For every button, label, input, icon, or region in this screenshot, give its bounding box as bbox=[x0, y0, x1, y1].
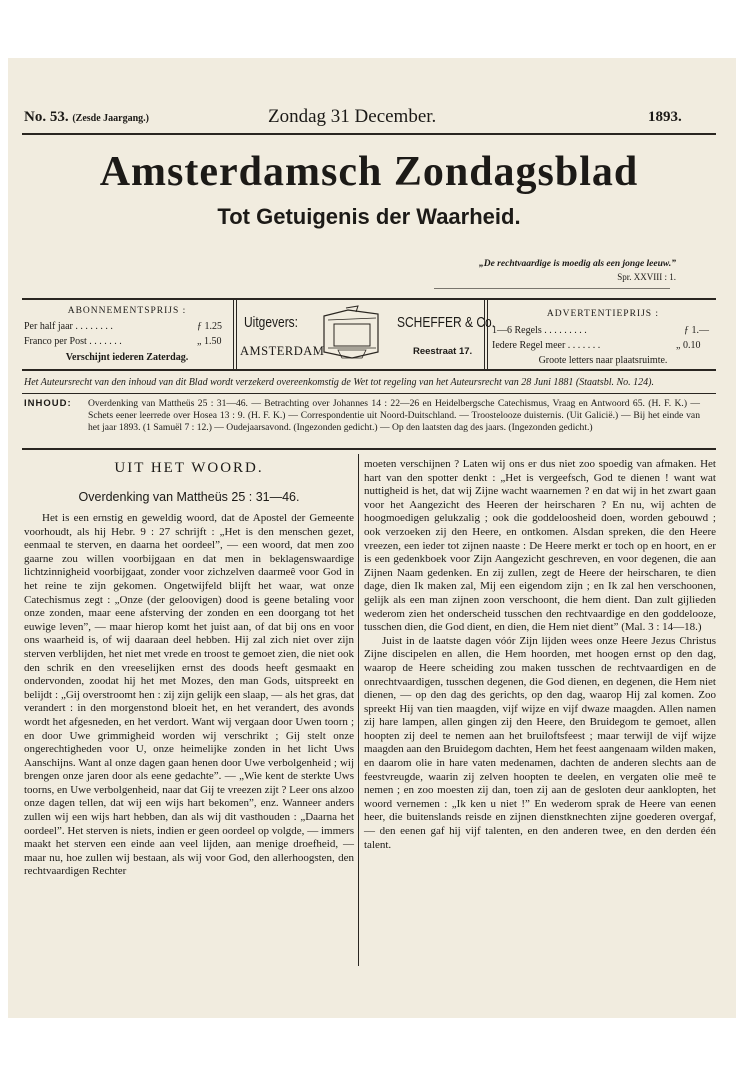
copyright-notice: Het Auteursrecht van den inhoud van dit Blad wordt verzekerd overeenkomstig de Wet tot regeling van het Auteursrecht van 28 Juni 1881 (Staatsbl. No. 124). bbox=[24, 377, 654, 388]
contents-text: Overdenking van Mattheüs 25 : 31—46. — Betrachting over Johannes 14 : 22—26 en Heidelbergsche Catechismus, Vraag en Antwoord 65. (H. F. K.) — Schets eener leerrede over Hosea 13 : 9. (H. F. K.) — Correspondentie uit Noord-Duitschland. — Troostelooze duisternis. (Uit Galicië.) — Bij het einde van het jaar 1893. (1 Samuël 7 : 12.) — Oudejaarsavond. (Ingezonden gedicht.) — Op den laatsten dag des jaars. (Ingezonden gedicht.) bbox=[88, 398, 700, 433]
publisher-emblem bbox=[318, 304, 384, 364]
article-paragraph: Juist in de laatste dagen vóór Zijn lijden wees onze Heere Jezus Christus Zijne discipelen en allen, die Hem hoorden, met hoogen ernst op den dag, waarop de Heere scheiding zou maken tusschen de rechtvaardigen en de onrechtvaardigen, tusschen degenen, die God dienen, en degenen, die Hem niet dienen, — op den dag des gerichts, op den dag, waarop Hij zal komen. Zoo spreekt Hij van tien maagden, vijf wijze en vijf dwaze maagden. Allen namen zij hare lampen, allen gingen zij den Heere, den Bruidegom te gemoet, allen hoopten zij deel te nemen aan het bruiloftsfeest ; maar terwijl de vijf wijze maagden aan den Bruidegom dachten, Hem het feest aangenaam wilden maken, en daarom olie in hare vaten medenamen, dachten de anderen slechts aan de feestvreugde, waarin zij zelven hoopten te deelen, en vergaten olie meê te nemen ; en zoo moesten zij dan, toen zij aan de gesloten deur aanklopten, het woord vernemen : „Ik ken u niet !” En wederom sprak de Heere van eenen heer, die buitenslands reisde en zijnen dienstknechten zijne goederen overgaf, — den eenen gaf hij vijf talenten, en den anderen twee, en den derden één talent. bbox=[364, 634, 716, 851]
notice-rule bbox=[22, 393, 716, 394]
motto-reference: Spr. XXVIII : 1. bbox=[617, 272, 676, 282]
advertising-row-label: 1—6 Regels . . . . . . . . . bbox=[492, 325, 587, 336]
issue-number: No. 53. (Zesde Jaargang.) bbox=[24, 109, 150, 125]
motto-divider bbox=[434, 288, 670, 289]
article-paragraph: Het is een ernstig en geweldig woord, dat de Apostel der Gemeente voorhoudt, als hij Hebr. 9 : 27 schrijft : „Het is den menschen gezet, eenmaal te sterven, en daarna het oordeel”, — een woord, dat men zoo gaarne zou willen voorbijgaan en dat men in beklagenswaardige lichtzinnigheid voorbijgaat, zonder voor zichzelven daarmeê voor God in het reine te zijn gekomen. Ongetwijfeld blijft het waar, wat onze Catechismus zegt : „Onze (der geloovigen) dood is geene betaling voor onze zonden, maar eene afsterving der zonden en een doorgang tot het euwige leven”, — maar hierop komt het juist aan, of dat bij ons en voor ons waarheid is, of wij daaraan deel hebben. Hij zal zich niet over zijn sterven verblijden, het niet met vrede en troost te gemoet zien, die niet ook den schrik en den vreeselijken ernst des doods heeft gesmaakt en ondervonden, zoodat hij het met Mozes, den man Gods, uitspreekt en belijdt : „Gij overstroomt hen : zij zijn gelijk een slaap, — als het gras, dat verandert : in den morgenstond bloeit het, en het verandert, des avonds wordt het afgesneden, en het verdort. Want wij vergaan door Uwen toorn ; en door Uwe grimmigheid worden wij verschrikt ; Gij stelt onze ongerechtigheden voor U, onze heimelijke zonden in het licht Uws Aanschijns. Want al onze dagen gaan henen door Uwe verbolgenheid ; wij brengen onze jaren door als eene gedachte”. — „Wie kent de sterkte Uws toorns, en Uwe verbolgenheid, naar dat Gij te vreezen zijt ? Leer ons alzoo onze dagen tellen, dat wij een wijs hart bekomen”, enz. Wanneer anders zullen wij een wijs hart hebben, dan als wij dit vasthouden : „Daarna het oordeel”. Het sterven is niets, indien er geen oordeel op volgde, — immers maakt het sterven een einde aan veel lijden, aan menige droefheid, — maar nu, hoe zullen wij bestaan, als wij voor God, den allerhoogsten, den rechtvaardigen Rechter bbox=[24, 512, 354, 878]
subscription-note: Verschijnt iederen Zaterdag. bbox=[65, 352, 189, 363]
publisher-city: AMSTERDAM bbox=[240, 344, 325, 358]
subscription-row-label: Per half jaar . . . . . . . . bbox=[24, 321, 113, 332]
infobox-divider-left bbox=[233, 300, 234, 369]
infobox-divider-left2 bbox=[236, 300, 237, 369]
infobox-divider-right bbox=[484, 300, 485, 369]
infobox-divider-right2 bbox=[487, 300, 488, 369]
motto-text: „De rechtvaardige is moedig als een jonge leeuw.” bbox=[478, 259, 676, 269]
publisher-label: Uitgevers: bbox=[244, 314, 299, 331]
advertising-note: Groote letters naar plaatsruimte. bbox=[538, 355, 668, 366]
article-heading: Overdenking van Mattheüs 25 : 31—46. bbox=[78, 490, 300, 504]
advertising-title: ADVERTENTIEPRIJS : bbox=[546, 309, 660, 319]
masthead-subtitle: Tot Getuigenis der Waarheid. bbox=[217, 204, 521, 229]
contents-label: INHOUD: bbox=[24, 398, 72, 409]
issue-date: Zondag 31 December. bbox=[268, 106, 437, 127]
subscription-row-price: ƒ 1.25 bbox=[197, 321, 222, 332]
advertising-row-price: ƒ 1.— bbox=[684, 325, 709, 336]
subscription-row-label: Franco per Post . . . . . . . bbox=[24, 336, 122, 347]
contents-rule bbox=[22, 448, 716, 450]
infobox-top-rule bbox=[22, 298, 716, 300]
publisher-name: SCHEFFER & Co. bbox=[397, 314, 496, 331]
section-title: UIT HET WOORD. bbox=[114, 460, 264, 476]
subscription-row-price: „ 1.50 bbox=[197, 336, 222, 347]
issue-year: 1893. bbox=[648, 109, 682, 125]
advertising-row-label: Iedere Regel meer . . . . . . . bbox=[492, 340, 601, 351]
article-paragraph: moeten verschijnen ? Laten wij ons er dus niet zoo spoedig van afmaken. Het hart van den spotter denkt : „Het is vergeefsch, God te dienen ! want wat nuttigheid is het, dat wij Zijne wacht waarnemen ? en dat wij in het zwart gaan voor het Aangezicht des Heeren der heirscharen ? En nu, wij achten de hoogmoedigen gelukzalig ; ook die goddeloosheid doen, worden gebouwd ; ook verzoeken zij den Heere, en ontkomen. Alsdan spreken, die den Heere vreezen, een ieder tot zijnen naaste : De Heere merkt er toch op en hoort, en er is een gedenkboek voor Zijn Aangezicht geschreven, en voor degenen, die aan Zijnen Naam gedenken. En zij zullen, zegt de Heere der heirscharen, te dien dage, dien Ik maken zal, Mij een eigendom zijn ; en Ik zal hen verschoonen, gelijk als een man zijnen zoon verschoont, die hem dient. Dan zult gijlieden wederom zien het onderscheid tusschen den rechtvaardige en den goddelooze, tusschen dien, die God dient, en dien, die Hem niet dient” (Mal. 3 : 14—18.) bbox=[364, 458, 716, 634]
header-rule bbox=[22, 133, 716, 135]
article-right-column bbox=[364, 458, 716, 852]
volume-label: (Zesde Jaargang.) bbox=[72, 113, 150, 124]
infobox-bottom-rule bbox=[22, 369, 716, 371]
masthead-title: Amsterdamsch Zondagsblad bbox=[99, 149, 639, 195]
column-divider bbox=[358, 454, 359, 966]
article-left-column bbox=[24, 512, 354, 879]
publisher-address: Reestraat 17. bbox=[413, 346, 473, 357]
advertising-row-price: „ 0.10 bbox=[676, 340, 701, 351]
subscription-title: ABONNEMENTSPRIJS : bbox=[67, 306, 187, 316]
